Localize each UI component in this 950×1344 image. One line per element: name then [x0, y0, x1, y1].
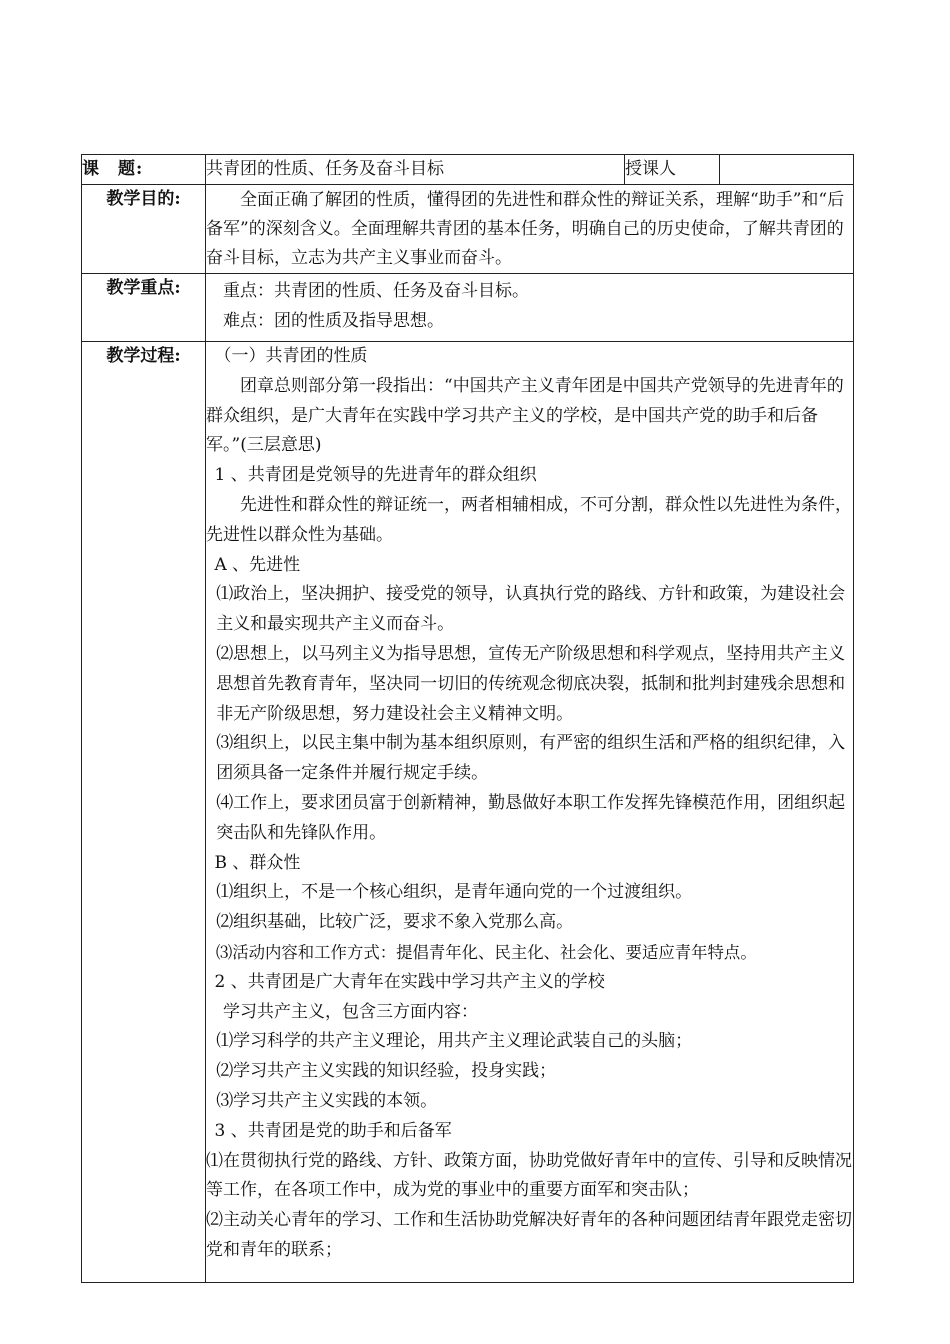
- point2-title: 2 、共青团是广大青年在实践中学习共产主义的学校: [214, 971, 605, 992]
- point2-intro: 学习共产主义，包含三方面内容：: [223, 1001, 478, 1022]
- point2-item-2: ⑵学习共产主义实践的知识经验，投身实践；: [216, 1061, 557, 1082]
- teacher-label: 授课人: [625, 155, 720, 185]
- a-item-2: ⑵思想上，以马列主义为指导思想，宣传无产阶级思想和科学观点，坚持用共产主义思想首先教育青年，坚决同一切旧的传统观念彻底决裂，抵制和批判封建残余思想和非无产阶级思想，努力建设社会主义精神文明。: [216, 643, 846, 724]
- objective-row: [82, 185, 854, 274]
- difficulty-text: 难点：团的性质及指导思想。: [223, 311, 444, 331]
- a-item-3: ⑶组织上，以民主集中制为基本组织原则，有严密的组织生活和严格的组织纪律，入团须具备一定条件并履行规定手续。: [216, 733, 846, 784]
- topic-row: [82, 155, 854, 185]
- point2-item-3: ⑶学习共产主义实践的本领。: [216, 1090, 438, 1111]
- key-points-row: [82, 274, 854, 342]
- key-points-cell: [206, 274, 854, 342]
- objective-label: 教学目的:: [82, 185, 206, 274]
- a-item-4: ⑷工作上，要求团员富于创新精神，勤恳做好本职工作发挥先锋模范作用，团组织起突击队和先锋队作用。: [216, 792, 846, 843]
- point3-item-1: ⑴在贯彻执行党的路线、方针、政策方面，协助党做好青年中的宣传、引导和反映情况等工作，在各项工作中，成为党的事业中的重要方面军和突击队；: [206, 1150, 852, 1201]
- b-item-2: ⑵组织基础，比较广泛，要求不象入党那么高。: [216, 912, 574, 933]
- key-points-label: 教学重点:: [82, 274, 206, 342]
- topic-label: 课 题:: [82, 155, 206, 185]
- objective-text: 全面正确了解团的性质，懂得团的先进性和群众性的辩证关系，理解“助手”和“后备军”的深刻含义。全面理解共青团的基本任务，明确自己的历史使命，了解共青团的奋斗目标，立志为共产主义事业而奋斗。: [206, 190, 845, 268]
- b-title: B 、群众性: [214, 852, 301, 873]
- b-item-3: ⑶活动内容和工作方式：提倡青年化、民主化、社会化、要适应青年特点。: [215, 942, 757, 962]
- section-title: （一）共青团的性质: [214, 346, 368, 366]
- lesson-plan-table: [81, 154, 854, 1283]
- topic-value: 共青团的性质、任务及奋斗目标: [206, 155, 625, 185]
- point1-title: 1 、共青团是党领导的先进青年的群众组织: [214, 465, 537, 486]
- process-row: [82, 342, 854, 1283]
- process-label: 教学过程:: [82, 342, 206, 1283]
- a-item-1: ⑴政治上，坚决拥护、接受党的领导，认真执行党的路线、方针和政策，为建设社会主义和最实现共产主义而奋斗。: [216, 584, 846, 635]
- point3-title: 3 、共青团是党的助手和后备军: [214, 1120, 452, 1141]
- point3-item-2: ⑵主动关心青年的学习、工作和生活协助党解决好青年的各种问题团结青年跟党走密切党和青年的联系；: [206, 1210, 852, 1260]
- intro-text: 团章总则部分第一段指出：“中国共产主义青年团是中国共产党领导的先进青年的群众组织，是广大青年在实践中学习共产主义的学校，是中国共产党的助手和后备军。”(三层意思): [206, 375, 844, 456]
- point2-item-1: ⑴学习科学的共产主义理论，用共产主义理论武装自己的头脑；: [216, 1031, 693, 1052]
- point1-text: 先进性和群众性的辩证统一，两者相辅相成，不可分割，群众性以先进性为条件，先进性以群众性为基础。: [206, 494, 852, 545]
- a-title: A 、先进性: [214, 554, 301, 575]
- objective-cell: [206, 185, 854, 274]
- focus-text: 重点：共青团的性质、任务及奋斗目标。: [223, 281, 529, 301]
- teacher-value: [720, 155, 854, 185]
- process-cell: [206, 342, 854, 1283]
- b-item-1: ⑴组织上，不是一个核心组织，是青年通向党的一个过渡组织。: [216, 882, 693, 903]
